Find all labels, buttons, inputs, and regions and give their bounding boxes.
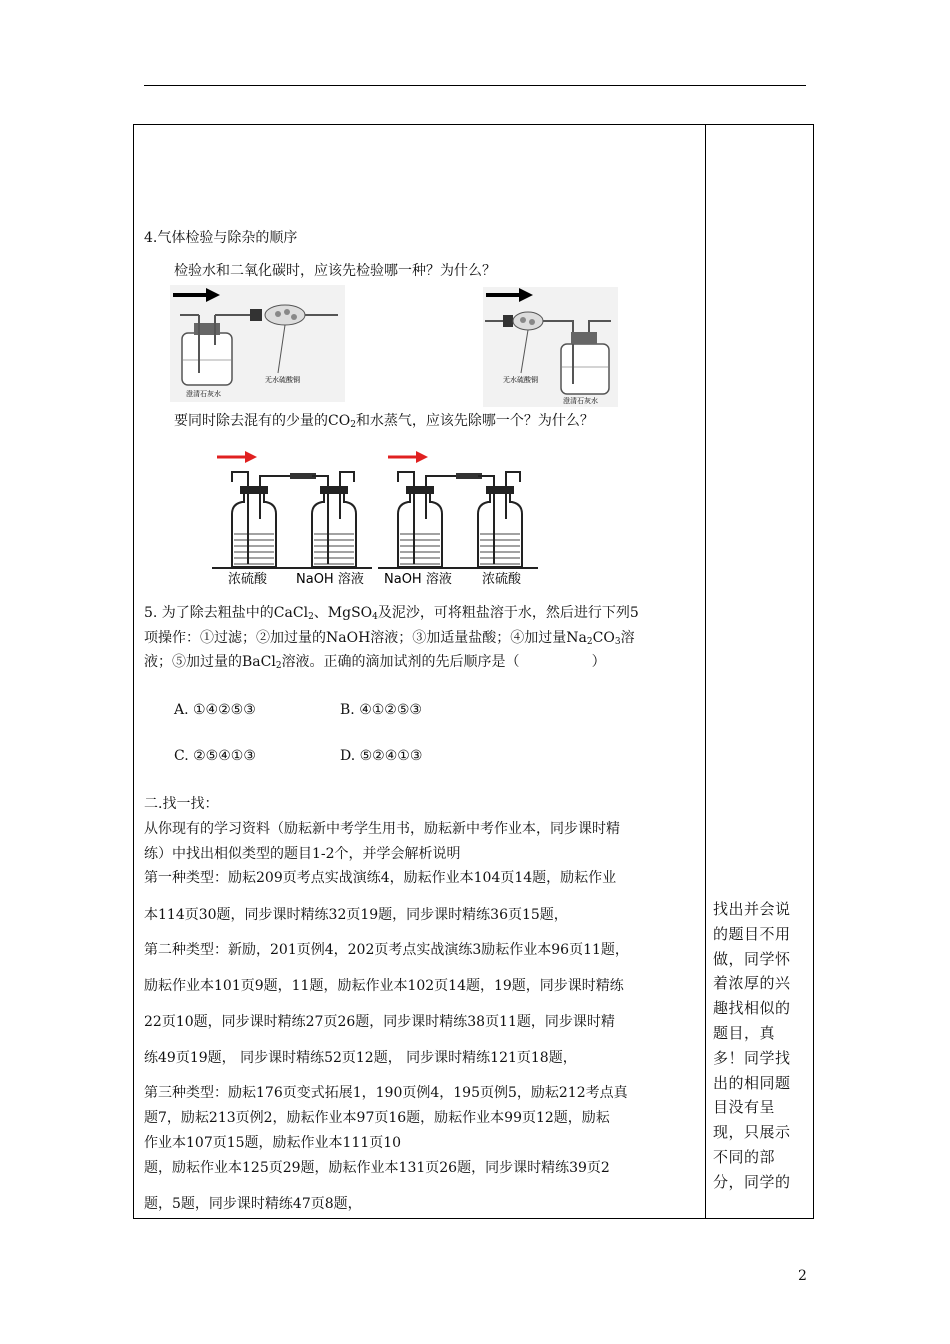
header-rule: [144, 85, 806, 86]
find-line-11: 作业本107页15题，励耘作业本111页10: [144, 1135, 402, 1151]
find-line-10: 题7，励耘213页例2，励耘作业本97页16题，励耘作业本99页12题，励耘: [144, 1110, 610, 1126]
question-water-co2: 检验水和二氧化碳时，应该先检验哪一种？为什么？: [174, 263, 496, 279]
find-line-3: 第一种类型：励耘209页考点实战演练4，励耘作业本104页14题，励耘作业: [144, 870, 617, 886]
detection-apparatus-left: [170, 285, 345, 402]
side-note-line: 现，只展示: [713, 1123, 791, 1142]
limewater-label-right: 澄清石灰水: [563, 397, 598, 405]
side-note-line: 出的相同题: [713, 1073, 791, 1092]
side-note-line: 的题目不用: [713, 924, 791, 943]
reagent-label-4: 浓硫酸: [482, 572, 522, 587]
find-line-8: 练49页19题， 同步课时精练52页12题， 同步课时精练121页18题，: [144, 1050, 577, 1066]
copper-sulfate-label-right: 无水硫酸铜: [503, 376, 538, 384]
side-note-line: 分，同学的: [713, 1172, 791, 1191]
purification-apparatus: [212, 444, 540, 587]
find-line-13: 题，5题，同步课时精练47页8题，: [144, 1196, 362, 1212]
find-line-1: 从你现有的学习资料（励耘新中考学生用书，励耘新中考作业本，同步课时精: [144, 821, 620, 837]
option-b: B. ④①②⑤③: [340, 702, 422, 718]
q5-line-1: 5. 为了除去粗盐中的CaCl$_2$、MgSO$_4$及泥沙，可将粗盐溶于水，然后进行下列5: [144, 605, 639, 622]
page-number: 2: [798, 1268, 807, 1284]
copper-sulfate-label-left: 无水硫酸铜: [265, 376, 300, 384]
side-note-line: 做，同学怀: [713, 949, 791, 968]
section4-title: 4.气体检验与除杂的顺序: [144, 230, 298, 246]
q5-line-3: 液；⑤加过量的BaCl$_2$溶液。正确的滴加试剂的先后顺序是（ ）: [144, 654, 606, 671]
wash-bottle-3: [398, 472, 460, 567]
side-note-line: 着浓厚的兴: [713, 974, 791, 993]
find-line-7: 22页10题，同步课时精练27页26题，同步课时精练38页11题，同步课时精: [144, 1014, 615, 1030]
find-heading: 二.找一找：: [144, 796, 219, 812]
find-line-9: 第三种类型：励耘176页变式拓展1，190页例4，195页例5，励耘212考点真: [144, 1085, 628, 1101]
find-line-2: 练）中找出相似类型的题目1-2个，并学会解析说明: [144, 846, 461, 862]
find-line-5: 第二种类型：新励，201页例4，202页考点实战演练3励耘作业本96页11题，: [144, 942, 629, 958]
q5-line-2: 项操作：①过滤；②加过量的NaOH溶液；③加适量盐酸；④加过量$Na_2CO_3$溶: [144, 630, 635, 647]
side-note-line: 找出并会说: [713, 900, 791, 918]
side-note-line: 趣找相似的: [713, 999, 791, 1018]
table-column-divider: [705, 124, 706, 1219]
wash-bottle-4: [478, 472, 522, 567]
wash-bottle-1: [232, 472, 294, 567]
option-c: C. ②⑤④①③: [174, 748, 256, 764]
find-line-12: 题，励耘作业本125页29题，励耘作业本131页26题，同步课时精练39页2: [144, 1160, 610, 1176]
side-note-line: 目没有呈: [713, 1098, 776, 1117]
find-line-4: 本114页30题，同步课时精练32页19题，同步课时精练36页15题，: [144, 907, 568, 923]
limewater-label-left: 澄清石灰水: [186, 390, 221, 398]
wash-bottle-2: [312, 472, 356, 567]
side-note-line: 题目，真: [713, 1023, 776, 1042]
reagent-label-3: NaOH 溶液: [384, 572, 452, 587]
find-line-6: 励耘作业本101页9题，11题，励耘作业本102页14题，19题，同步课时精练: [144, 978, 624, 994]
detection-apparatus-right: [483, 287, 618, 407]
option-a: A. ①④②⑤③: [174, 702, 256, 718]
question-remove-co2-water: 要同时除去混有的少量的$CO_2$和水蒸气，应该先除哪一个？为什么？: [174, 413, 594, 430]
side-note-line: 不同的部: [713, 1147, 776, 1166]
reagent-label-2: NaOH 溶液: [296, 572, 364, 587]
reagent-label-1: 浓硫酸: [228, 572, 268, 587]
side-note-line: 多！同学找: [713, 1048, 791, 1067]
teacher-side-note: [713, 897, 805, 1195]
option-d: D. ⑤②④①③: [340, 748, 423, 764]
